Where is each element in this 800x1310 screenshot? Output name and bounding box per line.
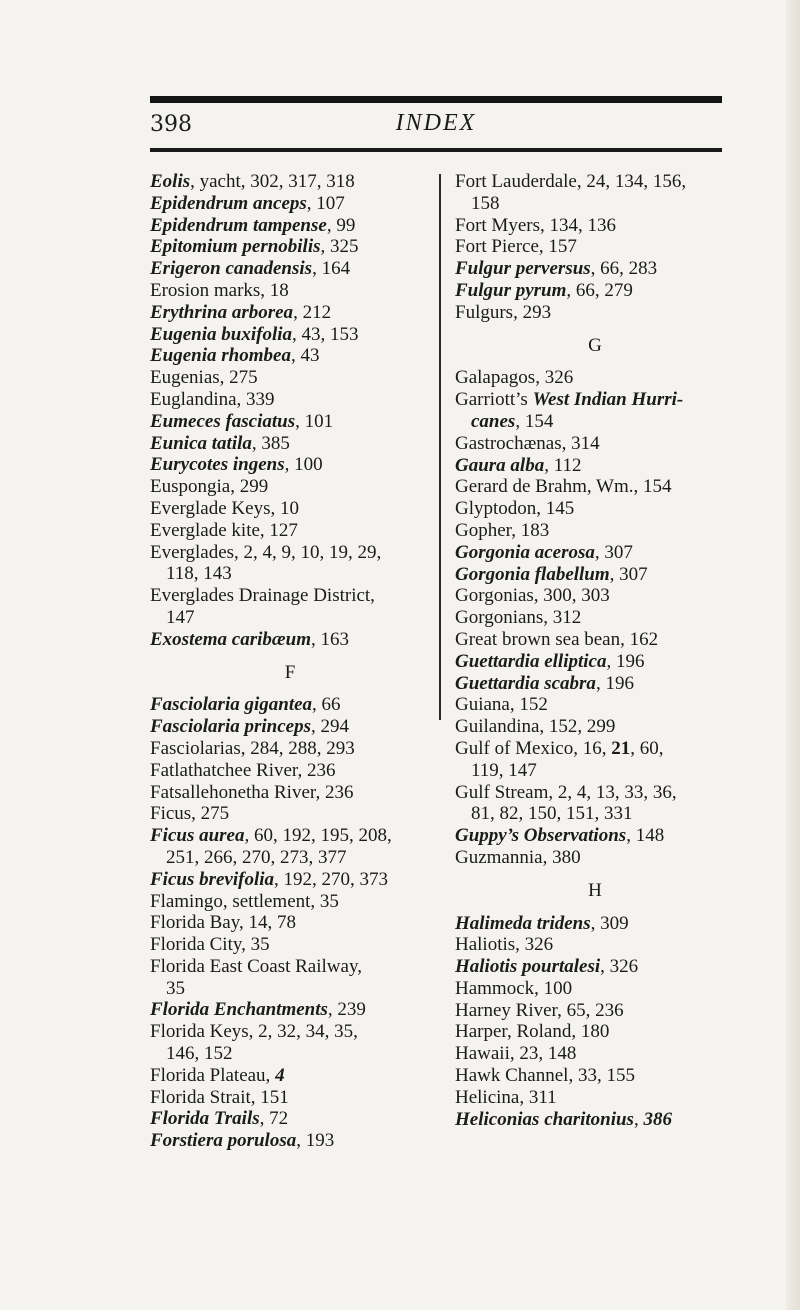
- index-entry: [455, 607, 735, 629]
- index-entry: [150, 869, 430, 891]
- entry-text: Harper, Roland, 180: [455, 1021, 610, 1043]
- index-entry: [150, 520, 430, 542]
- entry-term-italic: Haliotis pourtalesi: [455, 956, 601, 978]
- entry-text: , 193: [296, 1130, 335, 1152]
- entry-term-italic: Eumeces fasciatus: [150, 410, 296, 432]
- index-entry-continuation: [150, 563, 430, 585]
- entry-text: , 101: [295, 410, 334, 432]
- entry-text: , 107: [306, 192, 345, 214]
- index-entry: [150, 999, 430, 1021]
- entry-text: Florida East Coast Railway,: [150, 955, 362, 977]
- entry-text: , 294: [310, 716, 349, 738]
- index-entry: [150, 1021, 430, 1043]
- index-entry: [455, 673, 735, 695]
- entry-text: Galapagos, 326: [455, 367, 574, 389]
- index-entry: [150, 258, 430, 280]
- entry-text: , 385: [251, 432, 290, 454]
- index-entry: [150, 891, 430, 913]
- entry-text: Hawaii, 23, 148: [455, 1043, 577, 1065]
- entry-text: 119, 147: [471, 759, 537, 781]
- index-entry: [150, 236, 430, 258]
- index-entry: [455, 542, 735, 564]
- header-rule-bottom: [150, 148, 722, 152]
- entry-term-italic: Fasciolaria gigantea: [150, 694, 313, 716]
- entry-text: Fasciolarias, 284, 288, 293: [150, 737, 355, 759]
- entry-text: Harney River, 65, 236: [455, 999, 624, 1021]
- entry-term-italic: Gaura alba: [455, 454, 545, 476]
- index-entry: [455, 433, 735, 455]
- index-entry: [455, 455, 735, 477]
- index-entry: [150, 956, 430, 978]
- index-entry: [455, 476, 735, 498]
- index-entry: [455, 564, 735, 586]
- entry-text: Gopher, 183: [455, 519, 550, 541]
- entry-text: Florida Strait, 151: [150, 1086, 289, 1108]
- entry-term-italic: Forstiera porulosa: [150, 1130, 297, 1152]
- index-entry: [150, 716, 430, 738]
- index-entry: [455, 498, 735, 520]
- index-entry: [150, 1065, 430, 1087]
- index-entry: [455, 236, 735, 258]
- page-edge-shadow: [786, 0, 800, 1310]
- index-entry: [455, 934, 735, 956]
- entry-text: , 164: [312, 258, 351, 280]
- index-entry: [455, 629, 735, 651]
- entry-text: , 112: [544, 454, 582, 476]
- entry-text: , 66, 279: [566, 279, 633, 301]
- entry-term-italic: Fulgur perversus: [455, 258, 591, 280]
- index-entry: [150, 302, 430, 324]
- entry-text: , 72: [259, 1108, 289, 1130]
- entry-text: Gastrochænas, 314: [455, 432, 600, 454]
- entry-text: Everglade Keys, 10: [150, 497, 299, 519]
- entry-text: Florida Keys, 2, 32, 34, 35,: [150, 1021, 358, 1043]
- entry-text: 147: [166, 606, 195, 628]
- entry-text: , 212: [293, 301, 332, 323]
- index-entry: [455, 1109, 735, 1131]
- index-entry: [455, 389, 735, 411]
- index-entry: [150, 738, 430, 760]
- index-entry: [455, 913, 735, 935]
- index-entry: [150, 825, 430, 847]
- index-entry: [455, 782, 735, 804]
- entry-text: , 43: [290, 345, 320, 367]
- entry-term-italic: Fasciolaria princeps: [150, 716, 311, 738]
- index-entry: [455, 847, 735, 869]
- entry-text: Gorgonias, 300, 303: [455, 585, 610, 607]
- index-entry: [150, 585, 430, 607]
- index-entry: [150, 454, 430, 476]
- entry-text: Hawk Channel, 33, 155: [455, 1065, 635, 1087]
- index-entry: [455, 978, 735, 1000]
- entry-text: Gerard de Brahm, Wm., 154: [455, 476, 672, 498]
- entry-text: Haliotis, 326: [455, 934, 554, 956]
- entry-term-italic: Eolis: [150, 171, 191, 192]
- index-entry: [150, 694, 430, 716]
- entry-text: 118, 143: [166, 563, 232, 585]
- entry-text: Eugenias, 275: [150, 367, 258, 389]
- index-entry-continuation: [455, 803, 735, 825]
- entry-text: Fort Pierce, 157: [455, 236, 577, 258]
- entry-text: , 192, 270, 373: [274, 868, 389, 890]
- entry-term-italic: Epitomium pernobilis: [150, 236, 321, 258]
- entry-text: , 66, 283: [590, 258, 658, 280]
- section-letter: G: [588, 334, 602, 356]
- index-entry: [150, 280, 430, 302]
- entry-text: 158: [471, 192, 500, 214]
- entry-text: Fort Myers, 134, 136: [455, 214, 616, 236]
- index-entry-continuation: [455, 411, 735, 433]
- index-entry: [455, 1087, 735, 1109]
- entry-text: 81, 82, 150, 151, 331: [471, 803, 633, 825]
- index-entry: [455, 738, 735, 760]
- index-entry-continuation: [150, 978, 430, 1000]
- entry-text: , 154: [515, 410, 554, 432]
- entry-text: Fulgurs, 293: [455, 301, 552, 323]
- entry-term-italic: canes: [471, 410, 516, 432]
- entry-term-italic: Florida Trails: [150, 1108, 260, 1130]
- page-header: [150, 106, 722, 146]
- entry-term-italic: Fulgur pyrum: [455, 279, 567, 301]
- entry-term-italic: Eurycotes ingens: [150, 454, 285, 476]
- entry-text: Great brown sea bean, 162: [455, 628, 659, 650]
- entry-term-italic: Epidendrum tampense: [150, 214, 327, 236]
- index-entry: [455, 1021, 735, 1043]
- entry-text: , 325: [320, 236, 359, 258]
- entry-text: , 60,: [630, 737, 664, 759]
- running-title: INDEX: [395, 110, 477, 136]
- entry-term-italic: Erythrina arborea: [150, 301, 294, 323]
- index-entry: [150, 1087, 430, 1109]
- index-entry: [150, 498, 430, 520]
- entry-text: , 60, 192, 195, 208,: [244, 825, 392, 847]
- header-rule-top: [150, 96, 722, 103]
- index-entry: [150, 934, 430, 956]
- entry-text: , 99: [326, 214, 356, 236]
- entry-text: , 163: [310, 628, 349, 650]
- index-entry: [150, 760, 430, 782]
- entry-text: , yacht, 302, 317, 318: [190, 171, 355, 192]
- index-entry: [150, 912, 430, 934]
- entry-text: 35: [166, 977, 185, 999]
- entry-term-italic: Ficus brevifolia: [150, 868, 275, 890]
- entry-text: Flamingo, settlement, 35: [150, 890, 339, 912]
- entry-term-italic: Erigeron canadensis: [150, 258, 313, 280]
- entry-text: Ficus, 275: [150, 803, 230, 825]
- index-entry: [455, 716, 735, 738]
- entry-text: Erosion marks, 18: [150, 279, 289, 301]
- entry-term-italic: Florida Enchantments: [150, 999, 328, 1021]
- column-divider: [439, 174, 441, 720]
- index-entry: [455, 258, 735, 280]
- index-entry: [455, 585, 735, 607]
- index-entry: [150, 389, 430, 411]
- entry-term-italic: Gorgonia acerosa: [455, 541, 595, 563]
- entry-term-italic: Eugenia buxifolia: [150, 323, 292, 345]
- index-entry: [150, 215, 430, 237]
- entry-text: , 43, 153: [292, 323, 359, 345]
- entry-term-italic: Eunica tatila: [150, 432, 252, 454]
- index-entry: [150, 476, 430, 498]
- entry-text: , 307: [594, 541, 633, 563]
- entry-text: , 196: [606, 650, 645, 672]
- entry-text: Glyptodon, 145: [455, 498, 575, 520]
- index-entry: [150, 542, 430, 564]
- entry-text: , 66: [312, 694, 341, 716]
- entry-term-italic: Ficus aurea: [150, 825, 245, 847]
- entry-text: Fort Lauderdale, 24, 134, 156,: [455, 171, 687, 192]
- entry-text: Everglade kite, 127: [150, 519, 298, 541]
- section-letter: F: [284, 661, 296, 683]
- index-entry-continuation: [455, 760, 735, 782]
- entry-term-italic: Heliconias charitonius: [455, 1108, 634, 1130]
- index-entry-continuation: [455, 193, 735, 215]
- index-entry: [150, 345, 430, 367]
- entry-text: Fatsallehonetha River, 236: [150, 781, 354, 803]
- index-entry: [150, 411, 430, 433]
- index-entry: [455, 367, 735, 389]
- index-entry: [455, 215, 735, 237]
- index-entry: [150, 171, 430, 193]
- index-entry: [455, 956, 735, 978]
- entry-text: Gorgonians, 312: [455, 607, 582, 629]
- entry-text: , 307: [609, 563, 648, 585]
- index-entry: [455, 280, 735, 302]
- entry-text: Everglades Drainage District,: [150, 585, 375, 607]
- index-entry: [455, 694, 735, 716]
- entry-text: Euglandina, 339: [150, 388, 275, 410]
- entry-term-italic: West Indian Hurri-: [532, 389, 684, 411]
- entry-term-italic: 4: [275, 1064, 285, 1086]
- index-entry: [455, 520, 735, 542]
- index-entry: [150, 433, 430, 455]
- entry-term-italic: Eugenia rhombea: [150, 345, 291, 367]
- entry-text: 146, 152: [166, 1043, 233, 1065]
- entry-term-italic: Guettardia scabra: [455, 672, 596, 694]
- index-column-left: [150, 171, 430, 1152]
- index-entry: [150, 324, 430, 346]
- index-entry-continuation: [150, 1043, 430, 1065]
- entry-text: 251, 266, 270, 273, 377: [166, 846, 347, 868]
- entry-text: , 100: [284, 454, 323, 476]
- index-entry-continuation: [150, 847, 430, 869]
- index-entry: [455, 651, 735, 673]
- index-entry: [455, 171, 735, 193]
- index-entry: [150, 782, 430, 804]
- entry-text: Everglades, 2, 4, 9, 10, 19, 29,: [150, 541, 382, 563]
- entry-text: , 326: [600, 956, 639, 978]
- entry-term-italic: Guppy’s Observations: [455, 825, 627, 847]
- entry-term-italic: Guettardia elliptica: [455, 650, 607, 672]
- entry-term-italic: Halimeda tridens: [455, 912, 591, 934]
- entry-term-italic: 386: [643, 1108, 672, 1130]
- index-entry-continuation: [150, 607, 430, 629]
- entry-text: Hammock, 100: [455, 977, 573, 999]
- entry-text: Helicina, 311: [455, 1086, 557, 1108]
- index-entry: [455, 1065, 735, 1087]
- entry-term-italic: Exostema caribæum: [150, 628, 311, 650]
- index-entry: [150, 367, 430, 389]
- index-entry: [150, 1130, 430, 1152]
- index-entry: [150, 803, 430, 825]
- index-entry: [455, 302, 735, 324]
- index-entry: [455, 1043, 735, 1065]
- entry-term-italic: Epidendrum anceps: [150, 192, 307, 214]
- index-entry: [455, 1000, 735, 1022]
- index-entry: [455, 825, 735, 847]
- entry-text: , 196: [595, 672, 634, 694]
- entry-text: Fatlathatchee River, 236: [150, 759, 336, 781]
- index-entry: [150, 629, 430, 651]
- entry-text: Gulf Stream, 2, 4, 13, 33, 36,: [455, 781, 677, 803]
- entry-text: Euspongia, 299: [150, 476, 269, 498]
- entry-text: Florida Plateau,: [150, 1064, 276, 1086]
- entry-text: Guilandina, 152, 299: [455, 716, 616, 738]
- entry-term-italic: Gorgonia flabellum: [455, 563, 610, 585]
- entry-text: ,: [633, 1108, 644, 1130]
- section-letter: H: [588, 879, 602, 901]
- entry-text: , 239: [327, 999, 366, 1021]
- entry-text: Garriott’s: [455, 389, 533, 411]
- index-entry: [150, 193, 430, 215]
- index-column-right: [455, 171, 735, 1130]
- entry-text: Guiana, 152: [455, 694, 548, 716]
- entry-text: Florida Bay, 14, 78: [150, 912, 297, 934]
- entry-text: , 148: [626, 825, 665, 847]
- entry-text: Guzmannia, 380: [455, 846, 581, 868]
- entry-text: Florida City, 35: [150, 934, 270, 956]
- page-number: 398: [150, 112, 192, 137]
- entry-text: Gulf of Mexico, 16,: [455, 737, 612, 759]
- index-entry: [150, 1108, 430, 1130]
- entry-text: , 309: [590, 912, 629, 934]
- entry-text: 21: [611, 737, 631, 759]
